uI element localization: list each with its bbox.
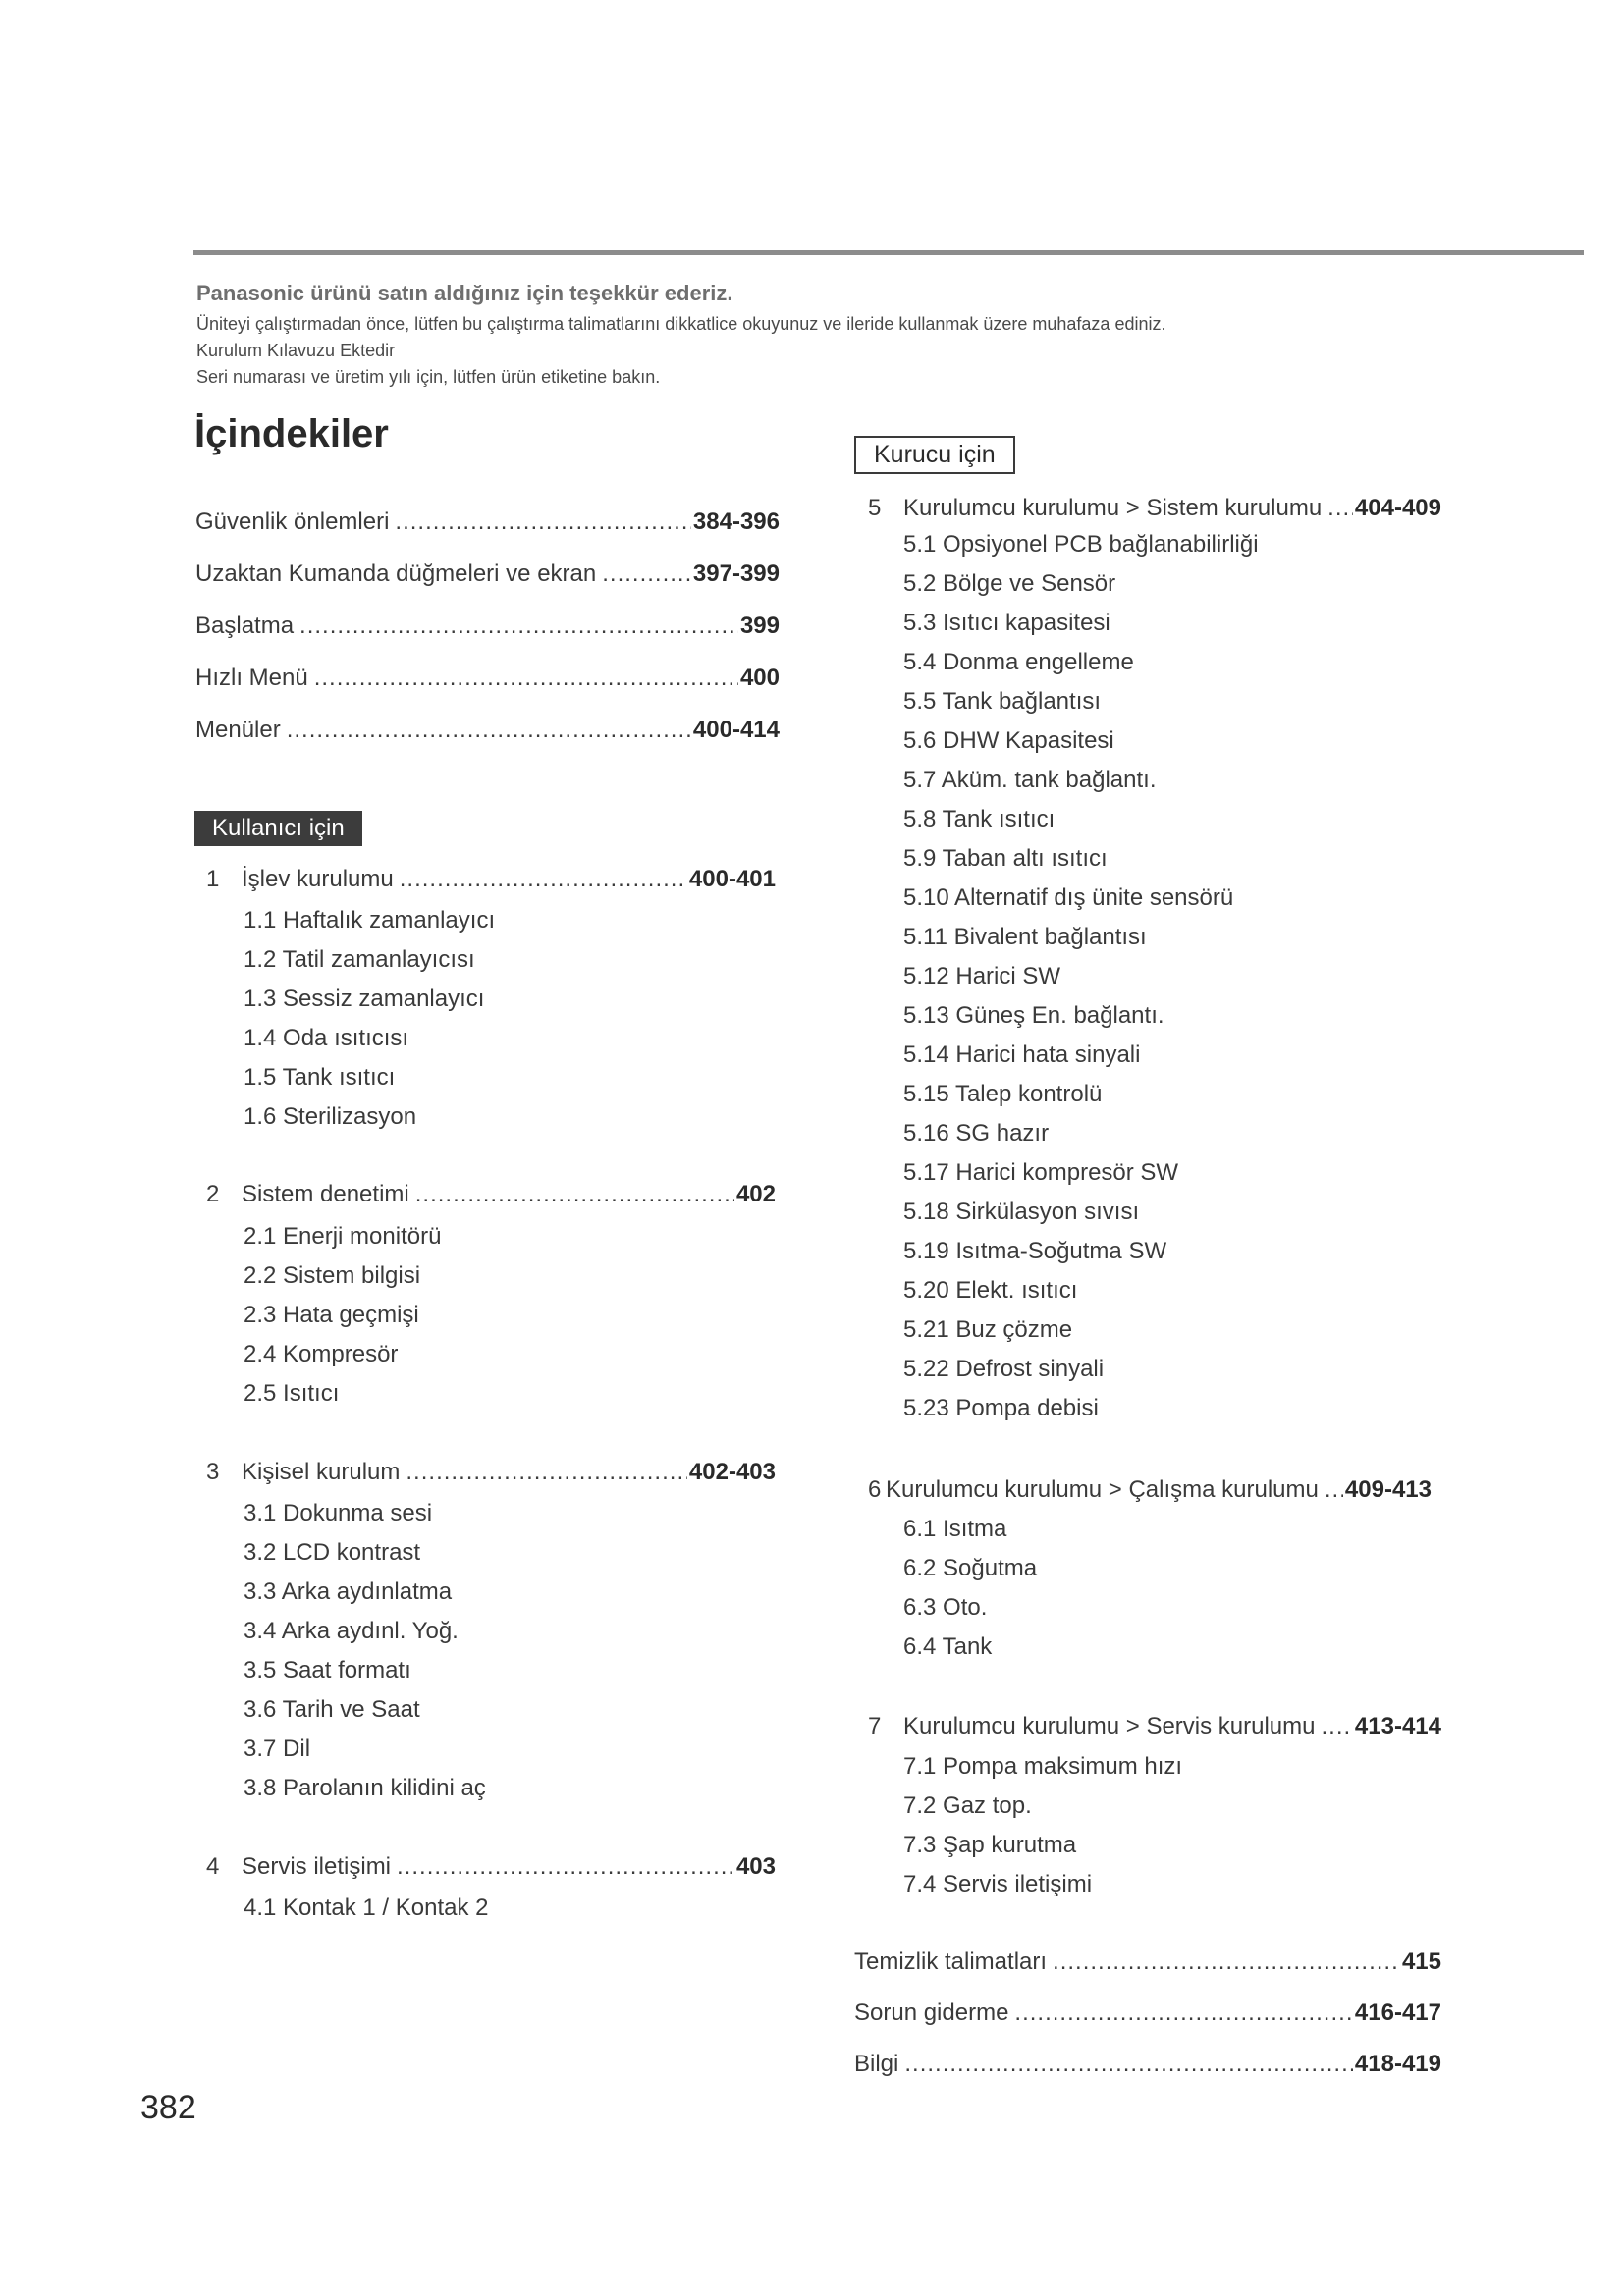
toc-entry-label: Sorun giderme <box>854 2000 1009 2026</box>
subsection-item[interactable]: 3.5 Saat formatı <box>244 1657 411 1683</box>
subsection-item[interactable]: 2.3 Hata geçmişi <box>244 1302 419 1328</box>
subsection-item[interactable]: 5.7 Aküm. tank bağlantı. <box>903 767 1157 793</box>
user-section-badge: Kullanıcı için <box>194 811 362 846</box>
section-heading[interactable] <box>868 1476 1432 1504</box>
toc-entry-pages: 415 <box>1401 1949 1441 1975</box>
thanks-line: Panasonic ürünü satın aldığınız için teşekkür ederiz. <box>196 281 733 305</box>
subsection-item[interactable]: 7.1 Pompa maksimum hızı <box>903 1753 1183 1780</box>
subsection-item[interactable]: 5.21 Buz çözme <box>903 1316 1073 1343</box>
section-label: Kurulumcu kurulumu > Sistem kurulumu <box>903 495 1323 521</box>
subsection-item[interactable]: 5.17 Harici kompresör SW <box>903 1159 1179 1186</box>
toc-entry-label: Güvenlik önlemleri <box>195 508 390 535</box>
subsection-item[interactable]: 7.2 Gaz top. <box>903 1792 1032 1819</box>
section-number: 4 <box>206 1853 220 1880</box>
subsection-item[interactable]: 5.9 Taban altı ısıtıcı <box>903 845 1108 872</box>
subsection-item[interactable]: 5.10 Alternatif dış ünite sensörü <box>903 884 1234 911</box>
toc-entry-label: Temizlik talimatları <box>854 1949 1048 1975</box>
subsection-item[interactable]: 5.13 Güneş En. bağlantı. <box>903 1002 1164 1029</box>
section-label: Kurulumcu kurulumu > Çalışma kurulumu <box>886 1476 1319 1503</box>
subsection-item[interactable]: 5.5 Tank bağlantısı <box>903 688 1102 715</box>
subsection-item[interactable]: 3.1 Dokunma sesi <box>244 1500 433 1526</box>
subsection-item[interactable]: 3.2 LCD kontrast <box>244 1539 421 1566</box>
intro-line-3: Seri numarası ve üretim yılı için, lütfen ürün etiketine bakın. <box>196 367 661 387</box>
section-heading[interactable] <box>206 866 776 893</box>
toc-entry[interactable] <box>195 613 780 640</box>
subsection-item[interactable]: 1.1 Haftalık zamanlayıcı <box>244 907 496 934</box>
subsection-item[interactable]: 5.20 Elekt. ısıtıcı <box>903 1277 1078 1304</box>
toc-entry-pages: 400-414 <box>692 717 780 743</box>
toc-entry-pages: 400 <box>739 665 780 691</box>
subsection-item[interactable]: 5.2 Bölge ve Sensör <box>903 570 1116 597</box>
section-heading[interactable] <box>206 1853 776 1881</box>
subsection-item[interactable]: 3.6 Tarih ve Saat <box>244 1696 420 1723</box>
subsection-item[interactable]: 5.23 Pompa debisi <box>903 1395 1099 1421</box>
subsection-item[interactable]: 1.3 Sessiz zamanlayıcı <box>244 986 485 1012</box>
section-pages: 402 <box>735 1181 776 1207</box>
subsection-item[interactable]: 6.1 Isıtma <box>903 1516 1007 1542</box>
subsection-item[interactable]: 3.8 Parolanın kilidini aç <box>244 1775 486 1801</box>
toc-entry-label: Menüler <box>195 717 281 743</box>
toc-entry[interactable] <box>195 508 780 536</box>
subsection-item[interactable]: 5.18 Sirkülasyon sıvısı <box>903 1199 1140 1225</box>
subsection-item[interactable]: 2.1 Enerji monitörü <box>244 1223 442 1250</box>
subsection-item[interactable]: 6.4 Tank <box>903 1633 993 1660</box>
section-pages: 403 <box>735 1853 776 1880</box>
subsection-item[interactable]: 6.2 Soğutma <box>903 1555 1038 1581</box>
toc-entry[interactable] <box>854 2051 1441 2078</box>
subsection-item[interactable]: 5.16 SG hazır <box>903 1120 1050 1147</box>
toc-entry-pages: 384-396 <box>692 508 780 535</box>
subsection-item[interactable]: 6.3 Oto. <box>903 1594 988 1621</box>
intro-line-1: Üniteyi çalıştırmadan önce, lütfen bu çalıştırma talimatlarını dikkatlice okuyunuz ve ileride kullanmak üzere muhafaza ediniz. <box>196 314 1166 334</box>
toc-entry[interactable] <box>195 717 780 744</box>
header-rule <box>193 250 1584 255</box>
section-heading[interactable] <box>868 495 1441 522</box>
toc-entry[interactable] <box>854 1949 1441 1976</box>
section-pages: 400-401 <box>688 866 776 892</box>
toc-entry-label: Başlatma <box>195 613 295 639</box>
subsection-item[interactable]: 3.7 Dil <box>244 1735 311 1762</box>
subsection-item[interactable]: 5.4 Donma engelleme <box>903 649 1134 675</box>
toc-entry[interactable] <box>195 665 780 692</box>
section-pages: 402-403 <box>688 1459 776 1485</box>
section-pages: 413-414 <box>1354 1713 1441 1739</box>
section-number: 2 <box>206 1181 220 1207</box>
subsection-item[interactable]: 5.15 Talep kontrolü <box>903 1081 1103 1107</box>
subsection-item[interactable]: 3.3 Arka aydınlatma <box>244 1578 453 1605</box>
subsection-item[interactable]: 5.19 Isıtma-Soğutma SW <box>903 1238 1167 1264</box>
section-number: 7 <box>868 1713 882 1739</box>
subsection-item[interactable]: 7.3 Şap kurutma <box>903 1832 1077 1858</box>
subsection-item[interactable]: 5.1 Opsiyonel PCB bağlanabilirliği <box>903 531 1259 558</box>
subsection-item[interactable]: 4.1 Kontak 1 / Kontak 2 <box>244 1895 489 1921</box>
section-pages: 404-409 <box>1354 495 1441 521</box>
subsection-item[interactable]: 5.22 Defrost sinyali <box>903 1356 1105 1382</box>
intro-line-2: Kurulum Kılavuzu Ektedir <box>196 341 396 360</box>
subsection-item[interactable]: 5.12 Harici SW <box>903 963 1061 989</box>
toc-entry-label: Bilgi <box>854 2051 899 2077</box>
installer-section-badge: Kurucu için <box>854 436 1015 474</box>
subsection-item[interactable]: 1.5 Tank ısıtıcı <box>244 1064 396 1091</box>
section-label: Sistem denetimi <box>242 1181 409 1207</box>
subsection-item[interactable]: 5.3 Isıtıcı kapasitesi <box>903 610 1110 636</box>
subsection-item[interactable]: 7.4 Servis iletişimi <box>903 1871 1093 1897</box>
section-label: Kurulumcu kurulumu > Servis kurulumu <box>903 1713 1316 1739</box>
section-heading[interactable] <box>206 1459 776 1486</box>
toc-title: İçindekiler <box>194 412 389 455</box>
toc-entry-pages: 397-399 <box>692 561 780 587</box>
toc-entry-pages: 418-419 <box>1354 2051 1441 2077</box>
toc-entry-label: Hızlı Menü <box>195 665 308 691</box>
section-pages: 409-413 <box>1344 1476 1432 1503</box>
subsection-item[interactable]: 2.5 Isıtıcı <box>244 1380 340 1407</box>
subsection-item[interactable]: 5.6 DHW Kapasitesi <box>903 727 1114 754</box>
section-label: İşlev kurulumu <box>242 866 394 892</box>
subsection-item[interactable]: 5.14 Harici hata sinyali <box>903 1041 1141 1068</box>
subsection-item[interactable]: 1.6 Sterilizasyon <box>244 1103 417 1130</box>
subsection-item[interactable]: 2.4 Kompresör <box>244 1341 399 1367</box>
section-heading[interactable] <box>868 1713 1441 1740</box>
intro-block <box>196 281 1473 394</box>
toc-entry-label: Uzaktan Kumanda düğmeleri ve ekran <box>195 561 597 587</box>
toc-entry[interactable] <box>854 2000 1441 2027</box>
subsection-item[interactable]: 5.11 Bivalent bağlantısı <box>903 924 1147 950</box>
subsection-item[interactable]: 1.2 Tatil zamanlayıcısı <box>244 946 475 973</box>
toc-entry-pages: 416-417 <box>1354 2000 1441 2026</box>
section-label: Servis iletişimi <box>242 1853 392 1880</box>
section-number: 6 <box>868 1476 882 1503</box>
toc-entry[interactable] <box>195 561 780 588</box>
section-number: 3 <box>206 1459 220 1485</box>
subsection-item[interactable]: 2.2 Sistem bilgisi <box>244 1262 421 1289</box>
section-label: Kişisel kurulum <box>242 1459 401 1485</box>
subsection-item[interactable]: 1.4 Oda ısıtıcısı <box>244 1025 409 1051</box>
toc-entry-pages: 399 <box>739 613 780 639</box>
section-number: 1 <box>206 866 220 892</box>
section-heading[interactable] <box>206 1181 776 1208</box>
section-number: 5 <box>868 495 882 521</box>
subsection-item[interactable]: 3.4 Arka aydınl. Yoğ. <box>244 1618 459 1644</box>
page-number: 382 <box>140 2089 196 2126</box>
subsection-item[interactable]: 5.8 Tank ısıtıcı <box>903 806 1056 832</box>
